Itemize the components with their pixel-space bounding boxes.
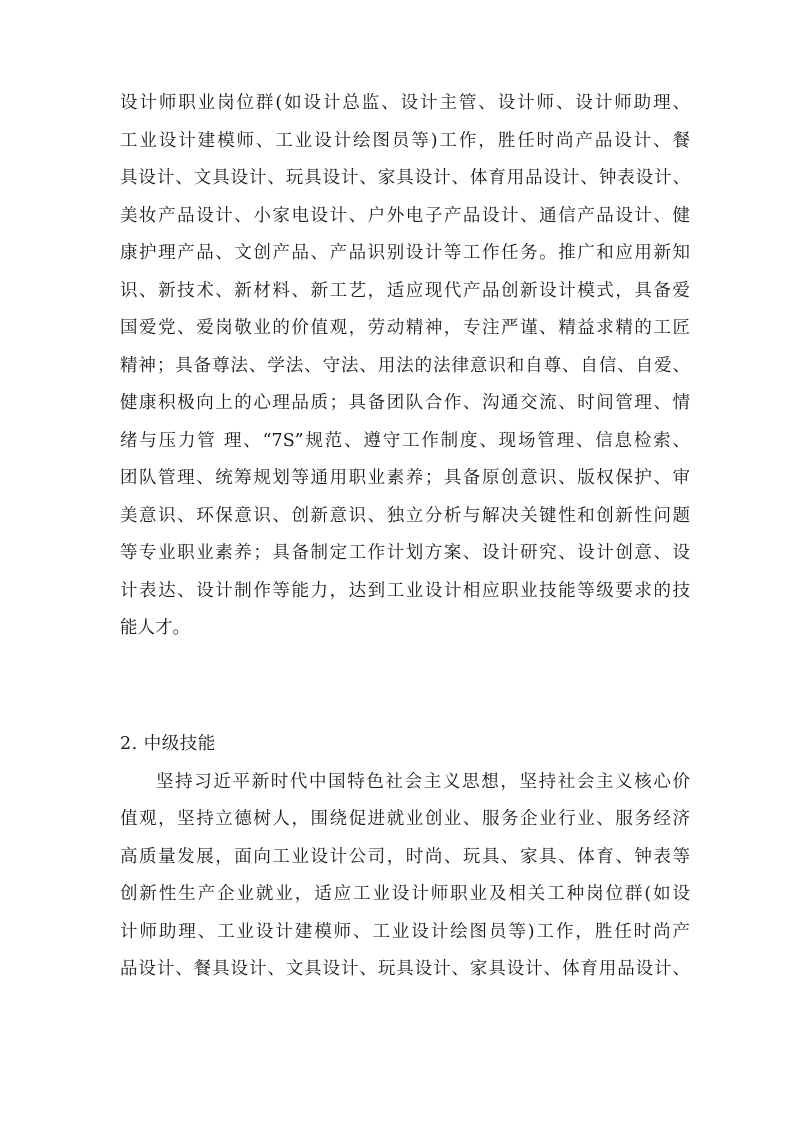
paragraph-section-1 xyxy=(120,85,690,648)
section-2 xyxy=(120,726,690,989)
text-line: 识、新技术、新材料、新工艺，适应现代产品创新设计模式，具备爱 xyxy=(120,280,690,301)
text-line: 精神；具备尊法、学法、守法、用法的法律意识和自尊、自信、自爱、 xyxy=(120,355,690,376)
text-line: 等专业职业素养；具备制定工作计划方案、设计研究、设计创意、设 xyxy=(120,543,690,563)
section-heading: 2. 中级技能 xyxy=(120,734,216,754)
text-line: 值观，坚持立德树人，围绕促进就业创业、服务企业行业、服务经济 xyxy=(120,809,690,829)
text-line: 设计师职业岗位群(如设计总监、设计主管、设计师、设计师助理、 xyxy=(120,93,690,113)
text-line-last: 能人才。 xyxy=(120,618,190,638)
text-line: 康护理产品、文创产品、产品识别设计等工作任务。推广和应用新知 xyxy=(120,243,690,263)
text-line: 计师助理、工业设计建模师、工业设计绘图员等)工作，胜任时尚产 xyxy=(120,921,690,942)
text-line: 国爱党、爱岗敬业的价值观，劳动精神，专注严谨、精益求精的工匠 xyxy=(120,318,690,338)
text-line: 具设计、文具设计、玩具设计、家具设计、体育用品设计、钟表设计、 xyxy=(120,168,690,188)
text-line: 绪与压力管 理、“7S”规范、遵守工作制度、现场管理、信息检索、 xyxy=(120,430,690,451)
text-line-first: 坚持习近平新时代中国特色社会主义思想，坚持社会主义核心价 xyxy=(156,771,690,792)
text-line: 高质量发展，面向工业设计公司，时尚、玩具、家具、体育、钟表等 xyxy=(120,846,690,867)
text-line: 计表达、设计制作等能力，达到工业设计相应职业技能等级要求的技 xyxy=(120,580,690,601)
text-line: 品设计、餐具设计、文具设计、玩具设计、家具设计、体育用品设计、 xyxy=(120,959,690,979)
text-line: 团队管理、统筹规划等通用职业素养；具备原创意识、版权保护、审 xyxy=(120,468,690,488)
text-line: 美妆产品设计、小家电设计、户外电子产品设计、通信产品设计、健 xyxy=(120,205,690,226)
text-line: 工业设计建模师、工业设计绘图员等)工作，胜任时尚产品设计、餐 xyxy=(120,130,690,151)
text-line: 健康积极向上的心理品质；具备团队合作、沟通交流、时间管理、情 xyxy=(120,393,690,413)
text-line: 创新性生产企业就业，适应工业设计师职业及相关工种岗位群(如设 xyxy=(120,884,690,904)
text-line: 美意识、环保意识、创新意识、独立分析与解决关键性和创新性问题 xyxy=(120,505,690,526)
